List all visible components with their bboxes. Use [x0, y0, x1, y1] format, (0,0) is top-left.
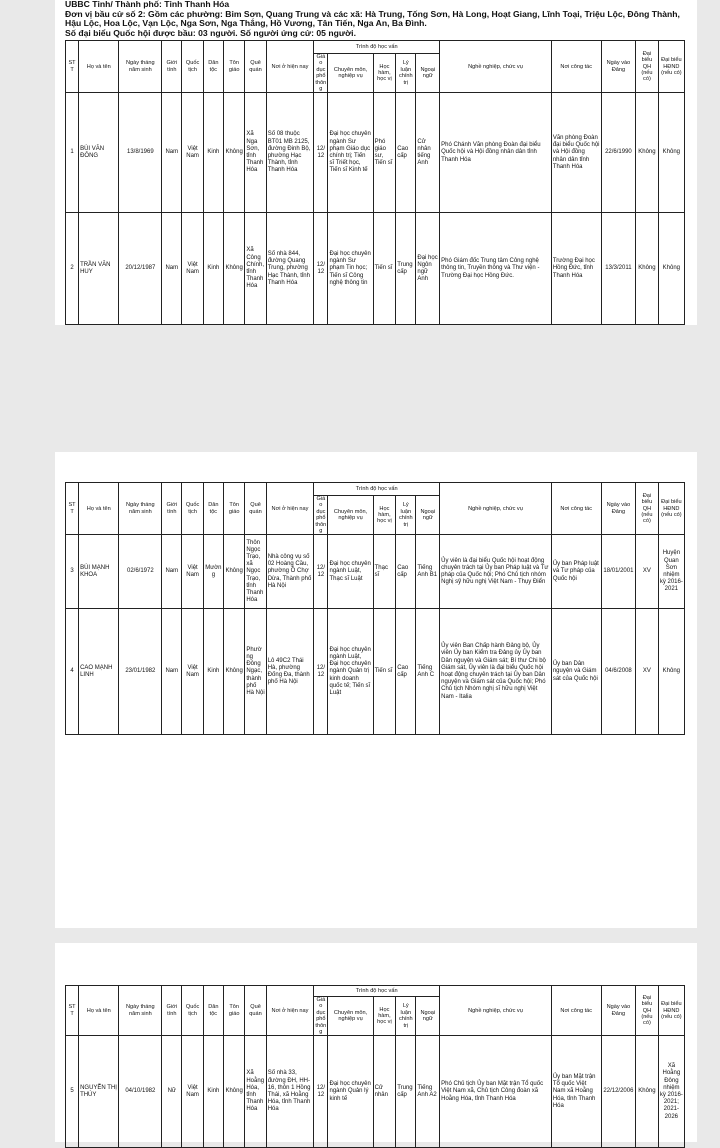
cell-religion: Không: [223, 93, 244, 213]
cell-ethnicity: Kinh: [203, 213, 223, 325]
table-header-row: [66, 41, 685, 54]
cell-occupation: Phó Chủ tịch Ủy ban Mặt trận Tổ quốc Việt Nam xã, Chủ tịch Công đoàn xã Hoằng Hóa, tỉnh Thanh Hóa: [440, 1036, 552, 1148]
header-hometown: Quê quán: [245, 986, 266, 1036]
header-degree: Học hàm, học vị: [373, 496, 396, 535]
header-occupation: Nghề nghiệp, chức vụ: [440, 483, 552, 535]
cell-stt: 5: [66, 1036, 79, 1148]
cell-gender: Nam: [162, 609, 182, 735]
cell-na-delegate: Không: [636, 93, 659, 213]
header-party-date: Ngày vào Đảng: [601, 41, 635, 93]
cell-name: TRẦN VĂN HUY: [79, 213, 119, 325]
header-na-delegate: Đại biểu QH (nếu có): [636, 483, 659, 535]
cell-council-delegate: Không: [658, 213, 684, 325]
cell-workplace: Ủy ban Mặt trận Tổ quốc Việt Nam xã Hoằng Hóa, tỉnh Thanh Hóa: [551, 1036, 601, 1148]
cell-hometown: Thôn Ngọc Trạo, xã Ngọc Trạo, tỉnh Thanh Hóa: [245, 535, 266, 609]
cell-nationality: Việt Nam: [182, 1036, 203, 1148]
cell-residence: Lô 49C2 Thái Hà, phường Đống Đa, thành phố Hà Nội: [266, 609, 314, 735]
cell-nationality: Việt Nam: [182, 213, 203, 325]
candidate-row: [66, 535, 685, 609]
table-header-row: [66, 483, 685, 496]
cell-residence: Số nhà 33, đường ĐH, HH-16, thôn 1 Hồng Thái, xã Hoằng Hóa, tỉnh Thanh Hóa: [266, 1036, 314, 1148]
header-residence: Nơi ở hiện nay: [266, 41, 314, 93]
cell-residence: Nhà công vụ số 02 Hoàng Cầu, phường Ô Chợ Dừa, Thành phố Hà Nội: [266, 535, 314, 609]
cell-dob: 20/12/1987: [119, 213, 162, 325]
cell-name: CAO MẠNH LINH: [79, 609, 119, 735]
header-council-delegate: Đại biểu HĐND (nếu có): [658, 986, 684, 1036]
header-religion: Tôn giáo: [223, 986, 244, 1036]
candidate-row: [66, 609, 685, 735]
header-religion: Tôn giáo: [223, 483, 244, 535]
cell-general-edu: 12/12: [314, 609, 328, 735]
header-political: Lý luận chính trị: [396, 997, 416, 1036]
cell-political: Cao cấp: [396, 535, 416, 609]
electoral-committee-line: UBBC Tỉnh/ Thành phố: Tỉnh Thanh Hóa: [65, 0, 230, 9]
cell-hometown: Xã Công Chính, tỉnh Thanh Hóa: [245, 213, 266, 325]
header-language: Ngoại ngữ: [416, 496, 440, 535]
cell-dob: 02/6/1972: [119, 535, 162, 609]
cell-residence: Số 08 thuộc BT01 MB 2125, đường Đinh Bộ, phường Hạc Thành, tỉnh Thanh Hóa: [266, 93, 314, 213]
header-occupation: Nghề nghiệp, chức vụ: [440, 41, 552, 93]
document-header: [65, 0, 705, 38]
cell-occupation: Phó Chánh Văn phòng Đoàn đại biểu Quốc hội và Hội đồng nhân dân tỉnh Thanh Hóa: [440, 93, 552, 213]
seat-count-line: Số đại biểu Quốc hội được bầu: 03 người. Số người ứng cử: 05 người.: [65, 27, 356, 38]
header-political: Lý luận chính trị: [396, 54, 416, 93]
cell-religion: Không: [223, 213, 244, 325]
cell-political: Trung cấp: [396, 213, 416, 325]
header-degree: Học hàm, học vị: [373, 997, 396, 1036]
cell-religion: Không: [223, 609, 244, 735]
document-page-3: [55, 943, 697, 1142]
cell-general-edu: 12/12: [314, 1036, 328, 1148]
candidate-table-page-3: [65, 985, 685, 1148]
header-specialty: Chuyên môn, nghiệp vụ: [328, 54, 373, 93]
cell-political: Cao cấp: [396, 609, 416, 735]
cell-party-date: 18/01/2001: [601, 535, 635, 609]
cell-specialty: Đại học chuyên ngành Sư phạm Giáo dục chính trị; Tiến sĩ Triết học, Tiến sĩ Kinh tế: [328, 93, 373, 213]
cell-specialty: Đại học chuyên ngành Sư phạm Tin học; Tiến sĩ Công nghệ thông tin: [328, 213, 373, 325]
table-header-row: [66, 986, 685, 997]
header-general-edu: Giáo dục phổ thông: [315, 496, 327, 535]
document-page-2: [55, 452, 697, 928]
cell-dob: 04/10/1982: [119, 1036, 162, 1148]
cell-workplace: Trường Đại học Hồng Đức, tỉnh Thanh Hóa: [551, 213, 601, 325]
cell-nationality: Việt Nam: [182, 535, 203, 609]
header-residence: Nơi ở hiện nay: [266, 986, 314, 1036]
cell-stt: 1: [66, 93, 79, 213]
cell-party-date: 22/6/1990: [601, 93, 635, 213]
electoral-unit-line-continued: Hậu Lộc, Hoa Lộc, Vạn Lộc, Nga Sơn, Nga Thắng, Hồ Vương, Tân Tiến, Nga An, Ba Đình.: [65, 18, 427, 28]
header-ethnicity: Dân tộc: [203, 483, 223, 535]
header-degree: Học hàm, học vị: [373, 54, 396, 93]
candidate-row: [66, 1036, 685, 1148]
candidate-table-page-2: [65, 482, 685, 735]
header-nationality: Quốc tịch: [182, 41, 203, 93]
cell-gender: Nữ: [162, 1036, 182, 1148]
cell-degree: Tiến sĩ: [373, 609, 396, 735]
cell-ethnicity: Kinh: [203, 93, 223, 213]
header-specialty: Chuyên môn, nghiệp vụ: [328, 496, 373, 535]
cell-name: BÙI VĂN ĐÔNG: [79, 93, 119, 213]
cell-ethnicity: Kinh: [203, 1036, 223, 1148]
header-council-delegate: Đại biểu HĐND (nếu có): [658, 483, 684, 535]
header-nationality: Quốc tịch: [182, 483, 203, 535]
header-education-group: Trình độ học vấn: [314, 986, 440, 997]
header-na-delegate: Đại biểu QH (nếu có): [636, 41, 659, 93]
header-language: Ngoại ngữ: [416, 54, 440, 93]
candidate-table-page-1: [65, 40, 685, 325]
cell-general-edu: 12/12: [314, 535, 328, 609]
header-na-delegate: Đại biểu QH (nếu có): [636, 986, 659, 1036]
cell-dob: 13/8/1969: [119, 93, 162, 213]
cell-dob: 23/01/1982: [119, 609, 162, 735]
header-party-date: Ngày vào Đảng: [601, 986, 635, 1036]
cell-name: BÙI MẠNH KHOA: [79, 535, 119, 609]
header-religion: Tôn giáo: [223, 41, 244, 93]
cell-name: NGUYỄN THỊ THÚY: [79, 1036, 119, 1148]
header-ethnicity: Dân tộc: [203, 986, 223, 1036]
cell-council-delegate: Huyện Quan Sơn nhiệm kỳ 2016-2021: [658, 535, 684, 609]
header-gender: Giới tính: [162, 483, 182, 535]
cell-council-delegate: Xã Hoằng Đông nhiệm kỳ 2016-2021; 2021-2026: [658, 1036, 684, 1148]
cell-stt: 4: [66, 609, 79, 735]
cell-occupation: Ủy viên là đại biểu Quốc hội hoạt động chuyên trách tại Ủy ban Pháp luật và Tư pháp của Quốc hội; Phó Chủ tịch nhóm Nghị sỹ hữu nghị Việt Nam - Thụy Điển: [440, 535, 552, 609]
document-page-1: [55, 0, 697, 325]
cell-ethnicity: Kinh: [203, 609, 223, 735]
cell-party-date: 04/6/2008: [601, 609, 635, 735]
cell-na-delegate: XV: [636, 609, 659, 735]
cell-degree: Thạc sĩ: [373, 535, 396, 609]
cell-specialty: Đại học chuyên ngành Luật, Thạc sĩ Luật: [328, 535, 373, 609]
header-council-delegate: Đại biểu HĐND (nếu có): [658, 41, 684, 93]
header-stt: ST T: [66, 41, 79, 93]
header-stt: ST T: [66, 986, 79, 1036]
cell-hometown: Phường Đông Ngạc, thành phố Hà Nội: [245, 609, 266, 735]
cell-workplace: Ủy ban Dân nguyện và Giám sát của Quốc hội: [551, 609, 601, 735]
cell-occupation: Phó Giám đốc Trung tâm Công nghệ thông tin, Truyền thông và Thư viện - Trường Đại học Hồng Đức.: [440, 213, 552, 325]
cell-na-delegate: Không: [636, 213, 659, 325]
cell-nationality: Việt Nam: [182, 609, 203, 735]
header-nationality: Quốc tịch: [182, 986, 203, 1036]
cell-hometown: Xã Nga Sơn, tỉnh Thanh Hóa: [245, 93, 266, 213]
cell-specialty: Đại học chuyên ngành Luật, Đại học chuyên ngành Quản trị kinh doanh quốc tế; Tiến sĩ Luật: [328, 609, 373, 735]
cell-na-delegate: Không: [636, 1036, 659, 1148]
candidate-row: [66, 213, 685, 325]
cell-party-date: 22/12/2006: [601, 1036, 635, 1148]
header-workplace: Nơi công tác: [551, 483, 601, 535]
header-education-group: Trình độ học vấn: [314, 483, 440, 496]
cell-council-delegate: Không: [658, 93, 684, 213]
header-stt: ST T: [66, 483, 79, 535]
cell-general-edu: 12/12: [314, 213, 328, 325]
header-workplace: Nơi công tác: [551, 986, 601, 1036]
header-hometown: Quê quán: [245, 41, 266, 93]
header-workplace: Nơi công tác: [551, 41, 601, 93]
header-ethnicity: Dân tộc: [203, 41, 223, 93]
cell-party-date: 13/3/2011: [601, 213, 635, 325]
header-gender: Giới tính: [162, 986, 182, 1036]
header-education-group: Trình độ học vấn: [314, 41, 440, 54]
cell-nationality: Việt Nam: [182, 93, 203, 213]
cell-stt: 3: [66, 535, 79, 609]
cell-general-edu: 12/12: [314, 93, 328, 213]
header-language: Ngoại ngữ: [416, 997, 440, 1036]
cell-hometown: Xã Hoằng Hóa, tỉnh Thanh Hóa: [245, 1036, 266, 1148]
header-gender: Giới tính: [162, 41, 182, 93]
cell-ethnicity: Mường: [203, 535, 223, 609]
cell-workplace: Văn phòng Đoàn đại biểu Quốc hội và Hội đồng nhân dân tỉnh Thanh Hóa: [551, 93, 601, 213]
cell-political: Trung cấp: [396, 1036, 416, 1148]
cell-language: Đại học Ngôn ngữ Anh: [416, 213, 440, 325]
header-specialty: Chuyên môn, nghiệp vụ: [328, 997, 373, 1036]
header-occupation: Nghề nghiệp, chức vụ: [440, 986, 552, 1036]
cell-gender: Nam: [162, 93, 182, 213]
cell-religion: Không: [223, 1036, 244, 1148]
header-general-edu: Giáo dục phổ thông: [315, 54, 327, 93]
electoral-unit-line: Đơn vị bầu cử số 2: Gồm các phường: Bỉm Sơn, Quang Trung và các xã: Hà Trung, Tống Sơn, Hà Long, Hoạt Giang, Lĩnh Toại, Triệu Lộc, Đông Thành,: [65, 8, 680, 19]
header-hometown: Quê quán: [245, 483, 266, 535]
cell-council-delegate: Không: [658, 609, 684, 735]
cell-language: Cử nhân tiếng Anh: [416, 93, 440, 213]
header-name: Họ và tên: [79, 41, 119, 93]
header-political: Lý luận chính trị: [396, 496, 416, 535]
cell-language: Tiếng Anh B1: [416, 535, 440, 609]
cell-language: Tiếng Anh C: [416, 609, 440, 735]
candidate-row: [66, 93, 685, 213]
cell-gender: Nam: [162, 535, 182, 609]
header-party-date: Ngày vào Đảng: [601, 483, 635, 535]
header-dob: Ngày tháng năm sinh: [119, 986, 162, 1036]
cell-stt: 2: [66, 213, 79, 325]
cell-workplace: Ủy ban Pháp luật và Tư pháp của Quốc hội: [551, 535, 601, 609]
header-dob: Ngày tháng năm sinh: [119, 483, 162, 535]
cell-degree: Cử nhân: [373, 1036, 396, 1148]
cell-na-delegate: XV: [636, 535, 659, 609]
header-name: Họ và tên: [79, 483, 119, 535]
cell-degree: Tiến sĩ: [373, 213, 396, 325]
cell-religion: Không: [223, 535, 244, 609]
header-general-edu: Giáo dục phổ thông: [315, 997, 327, 1036]
header-dob: Ngày tháng năm sinh: [119, 41, 162, 93]
header-name: Họ và tên: [79, 986, 119, 1036]
cell-gender: Nam: [162, 213, 182, 325]
cell-occupation: Ủy viên Ban Chấp hành Đảng bộ, Ủy viên Ủy ban Kiểm tra Đảng ủy Ủy ban Dân nguyện và Giám sát; Bí thư Chi bộ Giám sát, Ủy viên là đại biểu Quốc hội hoạt động chuyên trách tại Ủy ban Dân nguyện và Giám sát của Quốc hội; Phó Chủ tịch Nhóm nghị sĩ hữu nghị Việt Nam - Italia: [440, 609, 552, 735]
cell-language: Tiếng Anh A2: [416, 1036, 440, 1148]
header-residence: Nơi ở hiện nay: [266, 483, 314, 535]
cell-specialty: Đại học chuyên ngành Quản lý kinh tế: [328, 1036, 373, 1148]
cell-residence: Số nhà 844, đường Quang Trung, phường Hạc Thành, tỉnh Thanh Hóa: [266, 213, 314, 325]
cell-political: Cao cấp: [396, 93, 416, 213]
cell-degree: Phó giáo sư, Tiến sĩ: [373, 93, 396, 213]
